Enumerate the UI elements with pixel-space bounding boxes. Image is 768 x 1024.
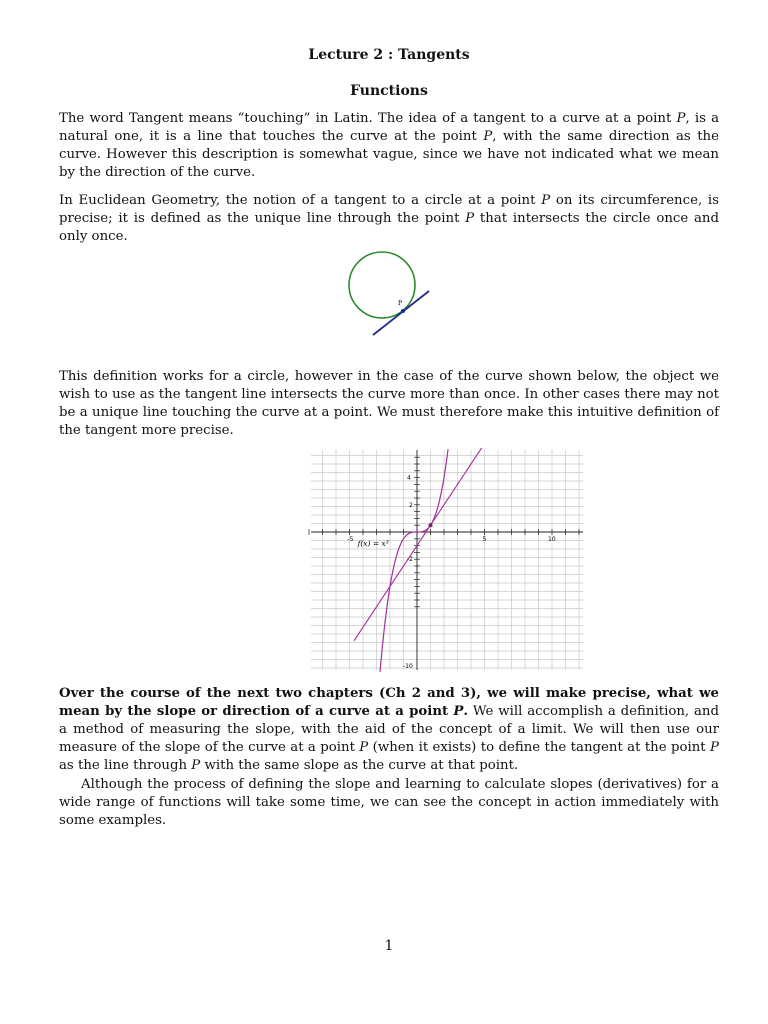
cubic-graph-figure: [253, 448, 588, 674]
x-tick-label: 10: [548, 536, 556, 543]
grid: [311, 450, 583, 670]
point-label: P: [398, 300, 403, 307]
y-tick-label: -2: [407, 556, 413, 564]
axes: [311, 450, 583, 670]
y-tick-label: 4: [407, 474, 411, 482]
paragraph-chapters: Over the course of the next two chapters (Ch 2 and 3), we will make precise, what we mean by the slope or direction of a curve at a point P. We will accomplish a definition, and a method of measuring the slope, with the aid of the concept of a limit. We will then use our measure of the slope of the curve at a point P (when it exists) to define the tangent at the point P as the line through P with the same slope as the curve at that point.: [59, 686, 719, 773]
y-tick-label: -10: [403, 663, 413, 670]
tangent-point: [401, 309, 405, 313]
y-tick-label: 2: [409, 501, 413, 509]
paragraph-definition: This definition works for a circle, however in the case of the curve shown below, the object we wish to use as the tangent line intersects the curve more than once. In other cases there may not be a unique line touching the curve at a point. We must therefore make this intuitive definition of the tangent more precise.: [59, 369, 719, 438]
paragraph-intro: The word Tangent means “touching” in Latin. The idea of a tangent to a curve at a point P, is a natural one, it is a line that touches the curve at the point P, with the same direction as the curve. However this description is somewhat vague, since we have not indicated what we mean by the direction of the curve.: [59, 111, 719, 180]
section-title: Functions: [350, 83, 428, 99]
circle: [349, 252, 415, 318]
circle-tangent-figure: [342, 247, 438, 339]
lecture-title: Lecture 2 : Tangents: [308, 47, 470, 63]
tangent-line: [373, 291, 429, 335]
x-tick-label: 5: [482, 536, 487, 543]
function-label: f(x) = x³: [357, 539, 389, 548]
tangent-point: [429, 523, 433, 527]
paragraph-euclidean: In Euclidean Geometry, the notion of a tangent to a circle at a point P on its circumference, is precise; it is defined as the unique line through the point P that intersects the circle once and only once.: [59, 193, 719, 244]
page-number: 1: [384, 938, 394, 954]
paragraph-process: Although the process of defining the slope and learning to calculate slopes (derivatives) for a wide range of functions will take some time, we can see the concept in action immediately with some examples.: [59, 777, 719, 828]
x-tick-label: -5: [347, 536, 354, 543]
